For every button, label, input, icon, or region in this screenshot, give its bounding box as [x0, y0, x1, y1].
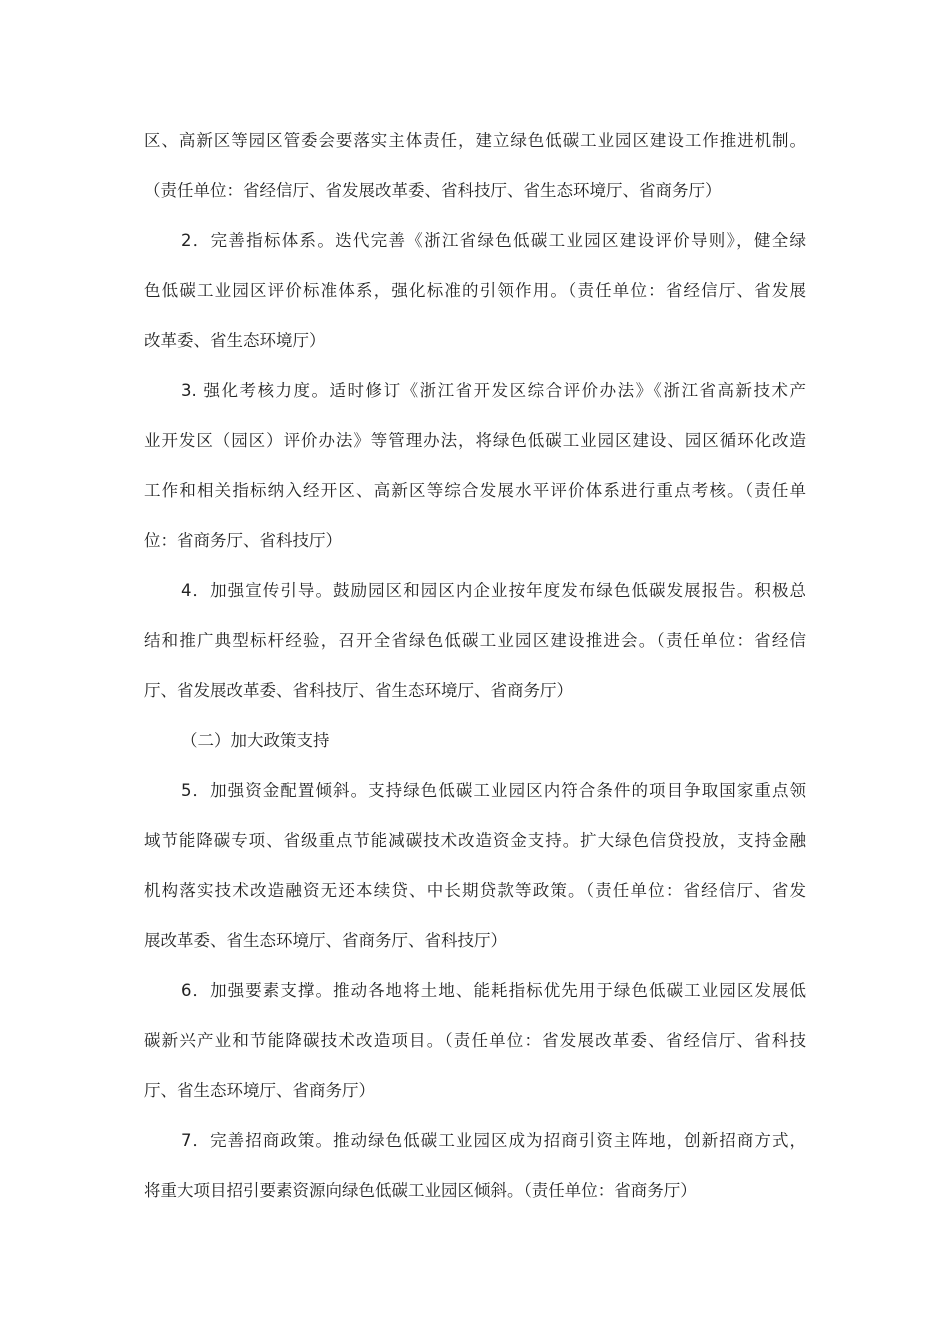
text-line: 展改革委、省生态环境厅、省商务厅、省科技厅）: [144, 931, 507, 950]
document-body: [144, 120, 806, 1220]
text-line: 碳新兴产业和节能降碳技术改造项目。（责任单位：省发展改革委、省经信厅、省科技: [144, 1031, 806, 1050]
text-line: 区、高新区等园区管委会要落实主体责任，建立绿色低碳工业园区建设工作推进机制。: [144, 131, 806, 150]
text-line: 工作和相关指标纳入经开区、高新区等综合发展水平评价体系进行重点考核。（责任单: [144, 481, 806, 500]
section-heading: （二）加大政策支持: [181, 731, 330, 750]
text-line: 结和推广典型标杆经验，召开全省绿色低碳工业园区建设推进会。（责任单位：省经信: [144, 631, 806, 650]
paragraph-first-line: 5．加强资金配置倾斜。支持绿色低碳工业园区内符合条件的项目争取国家重点领: [181, 781, 806, 800]
text-line: 将重大项目招引要素资源向绿色低碳工业园区倾斜。（责任单位：省商务厅）: [144, 1181, 697, 1200]
text-line: 域节能降碳专项、省级重点节能减碳技术改造资金支持。扩大绿色信贷投放，支持金融: [144, 831, 806, 850]
text-line: 厅、省发展改革委、省科技厅、省生态环境厅、省商务厅）: [144, 681, 573, 700]
text-line: 位：省商务厅、省科技厅）: [144, 531, 342, 550]
paragraph-first-line: 4．加强宣传引导。鼓励园区和园区内企业按年度发布绿色低碳发展报告。积极总: [181, 581, 806, 600]
text-line: 改革委、省生态环境厅）: [144, 331, 326, 350]
text-line: 业开发区（园区）评价办法》等管理办法，将绿色低碳工业园区建设、园区循环化改造: [144, 431, 806, 450]
paragraph-first-line: 3. 强化考核力度。适时修订《浙江省开发区综合评价办法》《浙江省高新技术产: [181, 381, 806, 400]
text-line: 色低碳工业园区评价标准体系，强化标准的引领作用。（责任单位：省经信厅、省发展: [144, 281, 806, 300]
text-line: （责任单位：省经信厅、省发展改革委、省科技厅、省生态环境厅、省商务厅）: [144, 181, 722, 200]
text-line: 机构落实技术改造融资无还本续贷、中长期贷款等政策。（责任单位：省经信厅、省发: [144, 881, 806, 900]
text-line: 厅、省生态环境厅、省商务厅）: [144, 1081, 375, 1100]
paragraph-first-line: 6．加强要素支撑。推动各地将土地、能耗指标优先用于绿色低碳工业园区发展低: [181, 981, 806, 1000]
paragraph-first-line: 7．完善招商政策。推动绿色低碳工业园区成为招商引资主阵地，创新招商方式，: [181, 1131, 806, 1150]
paragraph-first-line: 2．完善指标体系。迭代完善《浙江省绿色低碳工业园区建设评价导则》，健全绿: [181, 231, 806, 250]
